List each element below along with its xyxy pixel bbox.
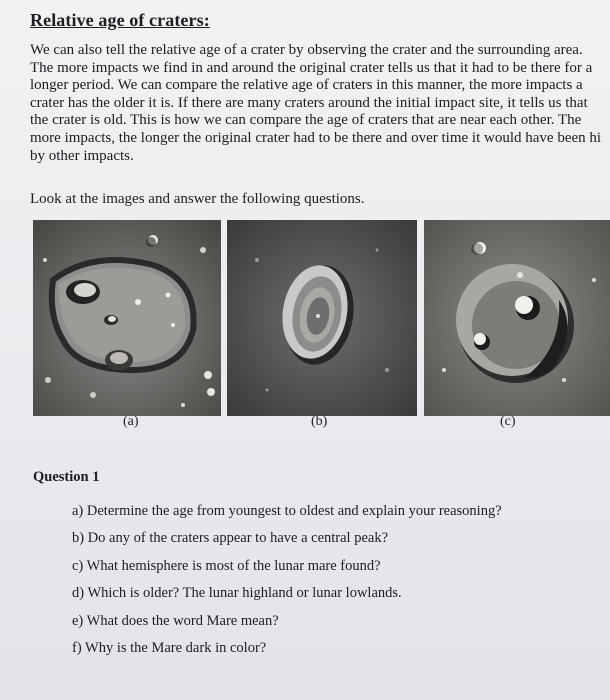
paragraph-line: more impacts, the longer the original crater had to be there and over time it would have been hi (30, 129, 602, 146)
instruction-text: Look at the images and answer the following questions. (30, 191, 365, 207)
paragraph-line: the crater is old. This is how we can compare the age of craters that are near each other. The (30, 112, 582, 129)
question-item-c: c) What hemisphere is most of the lunar mare found? (72, 557, 381, 574)
image-caption-c: (c) (500, 414, 516, 429)
intro-paragraph (30, 42, 610, 165)
question-title: Question 1 (33, 469, 100, 485)
paragraph-line: by other impacts. (30, 147, 134, 164)
crater-image-c (424, 220, 610, 416)
question-item-f: f) Why is the Mare dark in color? (72, 640, 267, 657)
question-item-a: a) Determine the age from youngest to oldest and explain your reasoning? (72, 503, 502, 519)
paragraph-line: longer period. We can compare the relative age of craters in this manner, the more impacts a (30, 77, 583, 94)
page-title: Relative age of craters: (30, 10, 210, 30)
paragraph-line: We can also tell the relative age of a crater by observing the crater and the surrounding area. (30, 42, 583, 58)
question-item-b: b) Do any of the craters appear to have a central peak? (72, 530, 389, 547)
question-item-d: d) Which is older? The lunar highland or lunar lowlands. (72, 585, 402, 602)
question-item-e: e) What does the word Mare mean? (72, 612, 279, 629)
image-caption-a: (a) (123, 414, 139, 429)
paragraph-line: The more impacts we find in and around the original crater tells us that it had to be there for a (30, 59, 593, 76)
question-list (72, 498, 502, 662)
crater-image-a (33, 220, 221, 416)
image-caption-b: (b) (311, 414, 328, 429)
paragraph-line: crater has the older it is. If there are many craters around the initial impact site, it tells us that (30, 94, 588, 111)
crater-image-b (227, 220, 417, 416)
